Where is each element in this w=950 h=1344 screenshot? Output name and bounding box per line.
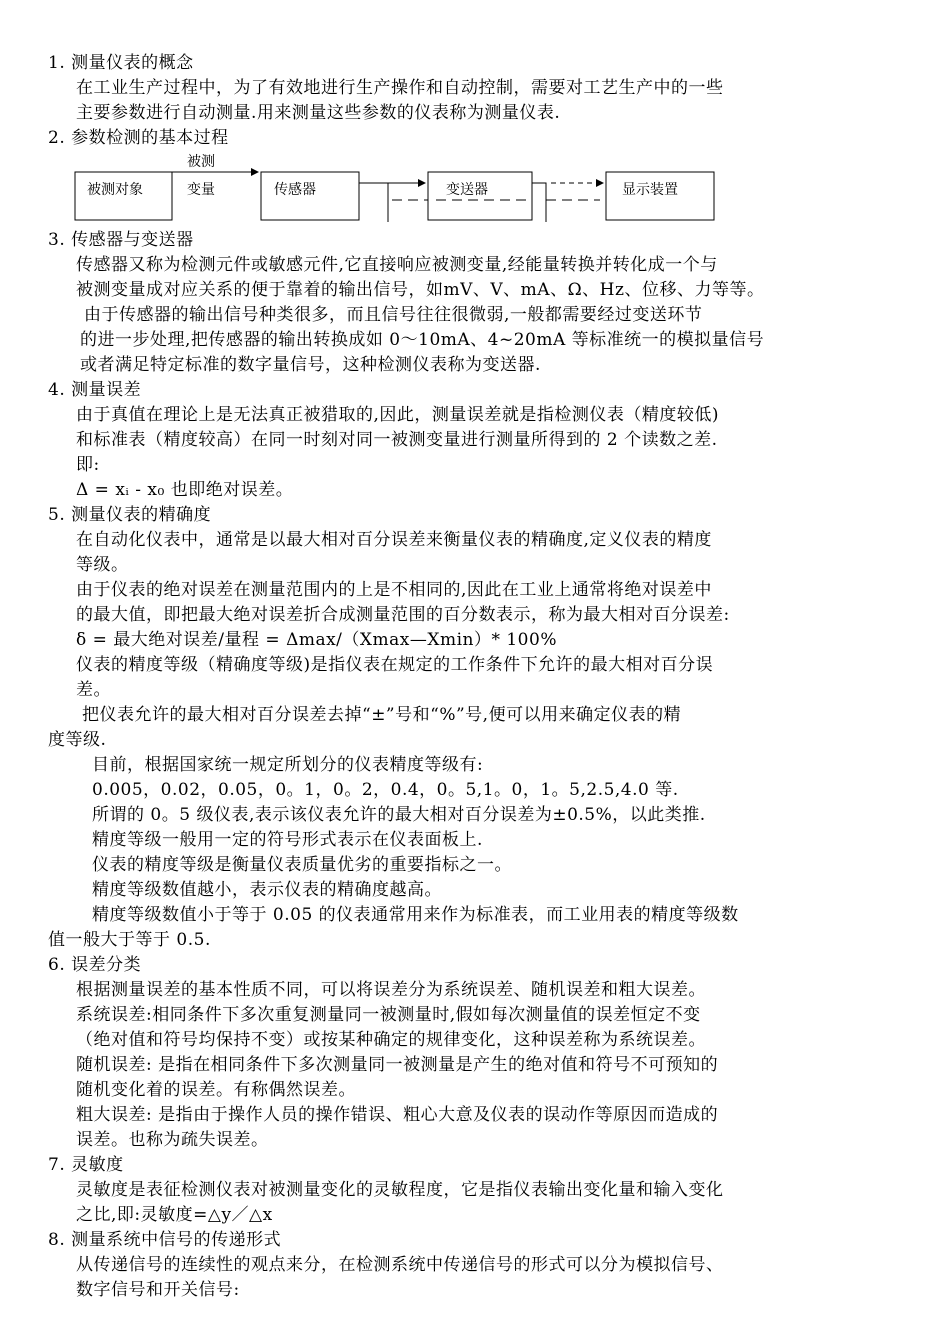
paragraph-line: 的进一步处理,把传感器的输出转换成如 0～10mA、4~20mA 等标准统一的模拟量信号: [80, 330, 765, 350]
formula-sensitivity: 之比,即:灵敏度=△y／△x: [76, 1205, 273, 1225]
paragraph-line: 等级。: [76, 555, 129, 575]
paragraph-line: 把仪表允许的最大相对百分误差去掉“±”号和“%”号,便可以用来确定仪表的精: [82, 705, 682, 725]
paragraph-line: 或者满足特定标准的数字量信号，这种检测仪表称为变送器.: [80, 355, 541, 375]
paragraph-line: 仪表的精度等级（精确度等级)是指仪表在规定的工作条件下允许的最大相对百分误: [76, 655, 714, 675]
paragraph-line: 0.005，0.02，0.05，0。1，0。2，0.4，0。5,1。0，1。5,2.5,4.0 等.: [92, 780, 679, 800]
paragraph-line: 仪表的精度等级是衡量仪表质量优劣的重要指标之一。: [92, 855, 512, 875]
section-heading-5: 5. 测量仪表的精确度: [48, 505, 212, 525]
paragraph-line: 粗大误差: 是指由于操作人员的操作错误、粗心大意及仪表的误动作等原因而造成的: [76, 1105, 719, 1125]
paragraph-line: 目前，根据国家统一规定所划分的仪表精度等级有:: [92, 755, 484, 775]
section-heading-2: 2. 参数检测的基本过程: [48, 128, 229, 148]
signal-step-left: [359, 183, 388, 222]
formula-absolute-error: Δ = xᵢ - x₀ 也即绝对误差。: [76, 480, 294, 500]
paragraph-line: 值一般大于等于 0.5.: [48, 930, 211, 950]
paragraph-line: 随机误差: 是指在相同条件下多次测量同一被测量是产生的绝对值和符号不可预知的: [76, 1055, 719, 1075]
paragraph-line: 精度等级一般用一定的符号形式表示在仪表面板上.: [92, 830, 483, 850]
paragraph-line: 精度等级数值越小，表示仪表的精确度越高。: [92, 880, 442, 900]
label-variable: 变量: [187, 182, 215, 198]
paragraph-line: 的最大值，即把最大绝对误差折合成测量范围的百分数表示，称为最大相对百分误差:: [76, 605, 730, 625]
paragraph-line: 在工业生产过程中，为了有效地进行生产操作和自动控制，需要对工艺生产中的一些: [76, 78, 724, 98]
paragraph-line: 度等级.: [48, 730, 107, 750]
paragraph-line: 和标准表（精度较高）在同一时刻对同一被测变量进行测量所得到的 2 个读数之差.: [76, 430, 718, 450]
paragraph-line: 根据测量误差的基本性质不同，可以将误差分为系统误差、随机误差和粗大误差。: [76, 980, 706, 1000]
paragraph-line: 系统误差:相同条件下多次重复测量同一被测量时,假如每次测量值的误差恒定不变: [76, 1005, 701, 1025]
section-heading-1: 1. 测量仪表的概念: [48, 53, 194, 73]
label-measured: 被测: [187, 154, 215, 170]
paragraph-line: 精度等级数值小于等于 0.05 的仪表通常用来作为标准表，而工业用表的精度等级数: [92, 905, 739, 925]
label-transmitter: 变送器: [446, 182, 488, 198]
paragraph-line: 即:: [76, 455, 100, 475]
label-sensor: 传感器: [274, 182, 316, 198]
signal-step-right: [532, 183, 546, 222]
paragraph-line: 所谓的 0。5 级仪表,表示该仪表允许的最大相对百分误差为±0.5%，以此类推.: [92, 805, 706, 825]
paragraph-line: 从传递信号的连续性的观点来分，在检测系统中传递信号的形式可以分为模拟信号、: [76, 1255, 724, 1275]
paragraph-line: 由于真值在理论上是无法真正被猎取的,因此，测量误差就是指检测仪表（精度较低): [76, 405, 720, 425]
section-heading-4: 4. 测量误差: [48, 380, 142, 400]
paragraph-line: 被测变量成对应关系的便于靠着的输出信号，如mV、V、mA、Ω、Hz、位移、力等等。: [76, 280, 765, 300]
label-measured-object: 被测对象: [87, 182, 143, 198]
section-heading-7: 7. 灵敏度: [48, 1155, 124, 1175]
paragraph-line: 误差。也称为疏失误差。: [76, 1130, 269, 1150]
paragraph-line: 灵敏度是表征检测仪表对被测量变化的灵敏程度，它是指仪表输出变化量和输入变化: [76, 1180, 724, 1200]
paragraph-line: 传感器又称为检测元件或敏感元件,它直接响应被测变量,经能量转换并转化成一个与: [76, 255, 718, 275]
paragraph-line: 数字信号和开关信号:: [76, 1280, 240, 1300]
paragraph-line: 在自动化仪表中，通常是以最大相对百分误差来衡量仪表的精确度,定义仪表的精度: [76, 530, 712, 550]
paragraph-line: 随机变化着的误差。有称偶然误差。: [76, 1080, 356, 1100]
paragraph-line: 主要参数进行自动测量.用来测量这些参数的仪表称为测量仪表.: [76, 103, 561, 123]
paragraph-line: 差。: [76, 680, 111, 700]
paragraph-line: 由于仪表的绝对误差在测量范围内的上是不相同的,因此在工业上通常将绝对误差中: [76, 580, 712, 600]
section-heading-3: 3. 传感器与变送器: [48, 230, 194, 250]
formula-relative-error: δ = 最大绝对误差/量程 = Δmax/（Xmax—Xmin）* 100%: [76, 630, 557, 650]
section-heading-6: 6. 误差分类: [48, 955, 142, 975]
label-display: 显示装置: [622, 182, 678, 198]
section-heading-8: 8. 测量系统中信号的传递形式: [48, 1230, 282, 1250]
process-flow-diagram: [70, 150, 830, 232]
paragraph-line: 由于传感器的输出信号种类很多，而且信号往往很微弱,一般都需要经过变送环节: [84, 305, 703, 325]
paragraph-line: （绝对值和符号均保持不变）或按某种确定的规律变化，这种误差称为系统误差。: [76, 1030, 706, 1050]
